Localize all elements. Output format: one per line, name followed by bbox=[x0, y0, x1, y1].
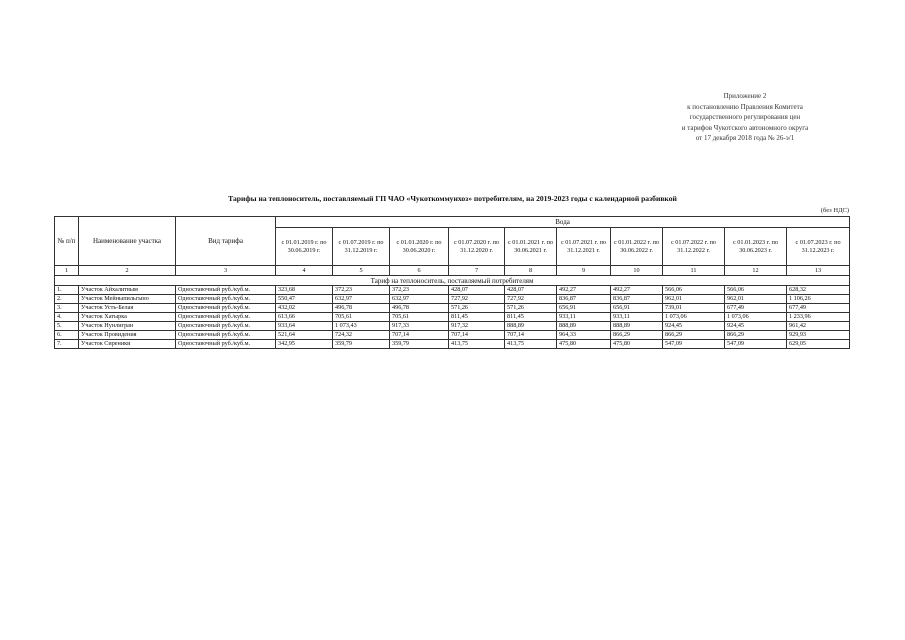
tariff-value: 933,64 bbox=[276, 322, 333, 331]
row-number: 6. bbox=[55, 331, 79, 340]
tariff-value: 613,66 bbox=[276, 313, 333, 322]
tariff-value: 929,93 bbox=[787, 331, 850, 340]
tariff-value: 933,11 bbox=[557, 313, 611, 322]
header-water: Вода bbox=[276, 217, 850, 228]
tariff-table bbox=[54, 216, 850, 349]
period-header: с 01.07.2022 г. по 31.12.2022 г. bbox=[663, 228, 725, 266]
tariff-type: Одноставочный руб./куб.м. bbox=[176, 331, 276, 340]
appendix-header bbox=[650, 91, 840, 144]
tariff-value: 475,80 bbox=[611, 340, 663, 349]
table-row bbox=[55, 295, 850, 304]
tariff-value: 1 233,96 bbox=[787, 313, 850, 322]
tariff-value: 866,29 bbox=[611, 331, 663, 340]
tariff-value: 372,23 bbox=[333, 286, 390, 295]
tariff-value: 342,95 bbox=[276, 340, 333, 349]
tariff-value: 628,32 bbox=[787, 286, 850, 295]
tariff-value: 432,02 bbox=[276, 304, 333, 313]
tariff-value: 917,32 bbox=[449, 322, 505, 331]
tariff-type: Одноставочный руб./куб.м. bbox=[176, 304, 276, 313]
tariff-value: 571,26 bbox=[449, 304, 505, 313]
site-name: Участок Сиреники bbox=[79, 340, 176, 349]
table-row bbox=[55, 286, 850, 295]
site-name: Участок Айхалитвым bbox=[79, 286, 176, 295]
column-number: 10 bbox=[611, 266, 663, 276]
tariff-value: 475,80 bbox=[557, 340, 611, 349]
tariff-value: 962,01 bbox=[663, 295, 725, 304]
site-name: Участок Мейныпильгыно bbox=[79, 295, 176, 304]
tariff-value: 727,92 bbox=[505, 295, 557, 304]
tariff-value: 413,75 bbox=[449, 340, 505, 349]
tariff-value: 705,61 bbox=[333, 313, 390, 322]
column-number: 8 bbox=[505, 266, 557, 276]
tariff-value: 724,32 bbox=[333, 331, 390, 340]
header-num: № п/п bbox=[55, 217, 79, 266]
period-header: с 01.07.2020 г. по 31.12.2020 г. bbox=[449, 228, 505, 266]
tariff-value: 917,33 bbox=[390, 322, 449, 331]
tariff-value: 705,61 bbox=[390, 313, 449, 322]
tariff-value: 836,87 bbox=[611, 295, 663, 304]
tariff-value: 707,14 bbox=[449, 331, 505, 340]
period-header: с 01.01.2023 г. по 30.06.2023 г. bbox=[725, 228, 787, 266]
column-number: 12 bbox=[725, 266, 787, 276]
tariff-value: 632,97 bbox=[333, 295, 390, 304]
tariff-value: 566,06 bbox=[663, 286, 725, 295]
period-header: с 01.01.2022 г. по 30.06.2022 г. bbox=[611, 228, 663, 266]
column-number: 6 bbox=[390, 266, 449, 276]
tariff-value: 1 073,06 bbox=[663, 313, 725, 322]
tariff-type: Одноставочный руб./куб.м. bbox=[176, 322, 276, 331]
tariff-value: 547,09 bbox=[725, 340, 787, 349]
table-row bbox=[55, 322, 850, 331]
period-header: с 01.07.2023 г. по 31.12.2023 г. bbox=[787, 228, 850, 266]
document-title: Тарифы на теплоноситель, поставляемый ГП ЧАО «Чукоткоммунхоз» потребителям, на 2019-2023 годы с календарной разбивкой bbox=[228, 194, 677, 203]
table-body bbox=[55, 286, 850, 349]
site-name: Участок Хатырка bbox=[79, 313, 176, 322]
tariff-value: 566,06 bbox=[725, 286, 787, 295]
tariff-value: 677,49 bbox=[787, 304, 850, 313]
period-header: с 01.07.2019 г. по 31.12.2019 г. bbox=[333, 228, 390, 266]
tariff-value: 428,07 bbox=[449, 286, 505, 295]
tariff-value: 707,14 bbox=[505, 331, 557, 340]
tariff-value: 811,45 bbox=[449, 313, 505, 322]
tariff-value: 413,75 bbox=[505, 340, 557, 349]
site-name: Участок Нунлигран bbox=[79, 322, 176, 331]
tariff-value: 1 106,26 bbox=[787, 295, 850, 304]
tariff-value: 323,68 bbox=[276, 286, 333, 295]
tariff-type: Одноставочный руб./куб.м. bbox=[176, 295, 276, 304]
row-number: 1. bbox=[55, 286, 79, 295]
tariff-value: 496,78 bbox=[390, 304, 449, 313]
tariff-value: 492,27 bbox=[557, 286, 611, 295]
tariff-value: 359,79 bbox=[390, 340, 449, 349]
tariff-value: 521,64 bbox=[276, 331, 333, 340]
tariff-value: 888,89 bbox=[611, 322, 663, 331]
header-row-group bbox=[55, 217, 850, 228]
column-number: 9 bbox=[557, 266, 611, 276]
tariff-value: 496,78 bbox=[333, 304, 390, 313]
tariff-value: 739,01 bbox=[663, 304, 725, 313]
appendix-line: Приложение 2 bbox=[723, 92, 767, 100]
row-number: 3. bbox=[55, 304, 79, 313]
table-row bbox=[55, 304, 850, 313]
row-number: 2. bbox=[55, 295, 79, 304]
row-number: 7. bbox=[55, 340, 79, 349]
row-number: 5. bbox=[55, 322, 79, 331]
column-number: 13 bbox=[787, 266, 850, 276]
period-header: с 01.01.2020 г. по 30.06.2020 г. bbox=[390, 228, 449, 266]
appendix-line: к постановлению Правления Комитета bbox=[687, 102, 803, 111]
table-row bbox=[55, 331, 850, 340]
tariff-value: 933,11 bbox=[611, 313, 663, 322]
tariff-value: 811,45 bbox=[505, 313, 557, 322]
tariff-type: Одноставочный руб./куб.м. bbox=[176, 286, 276, 295]
tariff-value: 547,09 bbox=[663, 340, 725, 349]
header-type: Вид тарифа bbox=[176, 217, 276, 266]
tariff-value: 1 073,06 bbox=[725, 313, 787, 322]
period-header: с 01.01.2021 г. по 30.06.2021 г. bbox=[505, 228, 557, 266]
tariff-value: 629,05 bbox=[787, 340, 850, 349]
period-header: с 01.07.2021 г. по 31.12.2021 г. bbox=[557, 228, 611, 266]
tariff-value: 677,49 bbox=[725, 304, 787, 313]
tariff-value: 727,92 bbox=[449, 295, 505, 304]
column-number: 11 bbox=[663, 266, 725, 276]
column-number: 1 bbox=[55, 266, 79, 276]
column-number: 7 bbox=[449, 266, 505, 276]
table-row bbox=[55, 313, 850, 322]
vat-note: (без НДС) bbox=[820, 207, 849, 214]
tariff-value: 707,14 bbox=[390, 331, 449, 340]
tariff-value: 656,91 bbox=[557, 304, 611, 313]
tariff-value: 428,07 bbox=[505, 286, 557, 295]
tariff-value: 962,01 bbox=[725, 295, 787, 304]
appendix-line: от 17 декабря 2018 года № 26-э/1 bbox=[695, 134, 795, 142]
header-name: Наименование участка bbox=[79, 217, 176, 266]
appendix-line: и тарифов Чукотского автономного округа bbox=[681, 123, 809, 132]
column-number-row bbox=[55, 266, 850, 276]
tariff-value: 836,87 bbox=[557, 295, 611, 304]
column-number: 4 bbox=[276, 266, 333, 276]
tariff-value: 924,45 bbox=[663, 322, 725, 331]
tariff-value: 866,29 bbox=[725, 331, 787, 340]
tariff-value: 550,47 bbox=[276, 295, 333, 304]
tariff-value: 866,29 bbox=[663, 331, 725, 340]
tariff-value: 961,42 bbox=[787, 322, 850, 331]
tariff-type: Одноставочный руб./куб.м. bbox=[176, 313, 276, 322]
tariff-type: Одноставочный руб./куб.м. bbox=[176, 340, 276, 349]
column-number: 2 bbox=[79, 266, 176, 276]
tariff-value: 1 073,43 bbox=[333, 322, 390, 331]
tariff-value: 888,89 bbox=[557, 322, 611, 331]
tariff-value: 656,91 bbox=[611, 304, 663, 313]
site-name: Участок Усть-Белая bbox=[79, 304, 176, 313]
tariff-value: 964,33 bbox=[557, 331, 611, 340]
column-number: 5 bbox=[333, 266, 390, 276]
site-name: Участок Провидения bbox=[79, 331, 176, 340]
table-row bbox=[55, 340, 850, 349]
tariff-value: 571,26 bbox=[505, 304, 557, 313]
section-label: Тариф на теплоноситель, поставляемый потребителям bbox=[55, 276, 850, 286]
tariff-value: 924,45 bbox=[725, 322, 787, 331]
period-header: с 01.01.2019 г. по 30.06.2019 г. bbox=[276, 228, 333, 266]
tariff-value: 632,97 bbox=[390, 295, 449, 304]
tariff-value: 492,27 bbox=[611, 286, 663, 295]
tariff-value: 888,89 bbox=[505, 322, 557, 331]
section-row bbox=[55, 276, 850, 286]
tariff-value: 372,23 bbox=[390, 286, 449, 295]
appendix-line: государственного регулирования цен bbox=[689, 113, 801, 121]
column-number: 3 bbox=[176, 266, 276, 276]
tariff-value: 359,79 bbox=[333, 340, 390, 349]
row-number: 4. bbox=[55, 313, 79, 322]
